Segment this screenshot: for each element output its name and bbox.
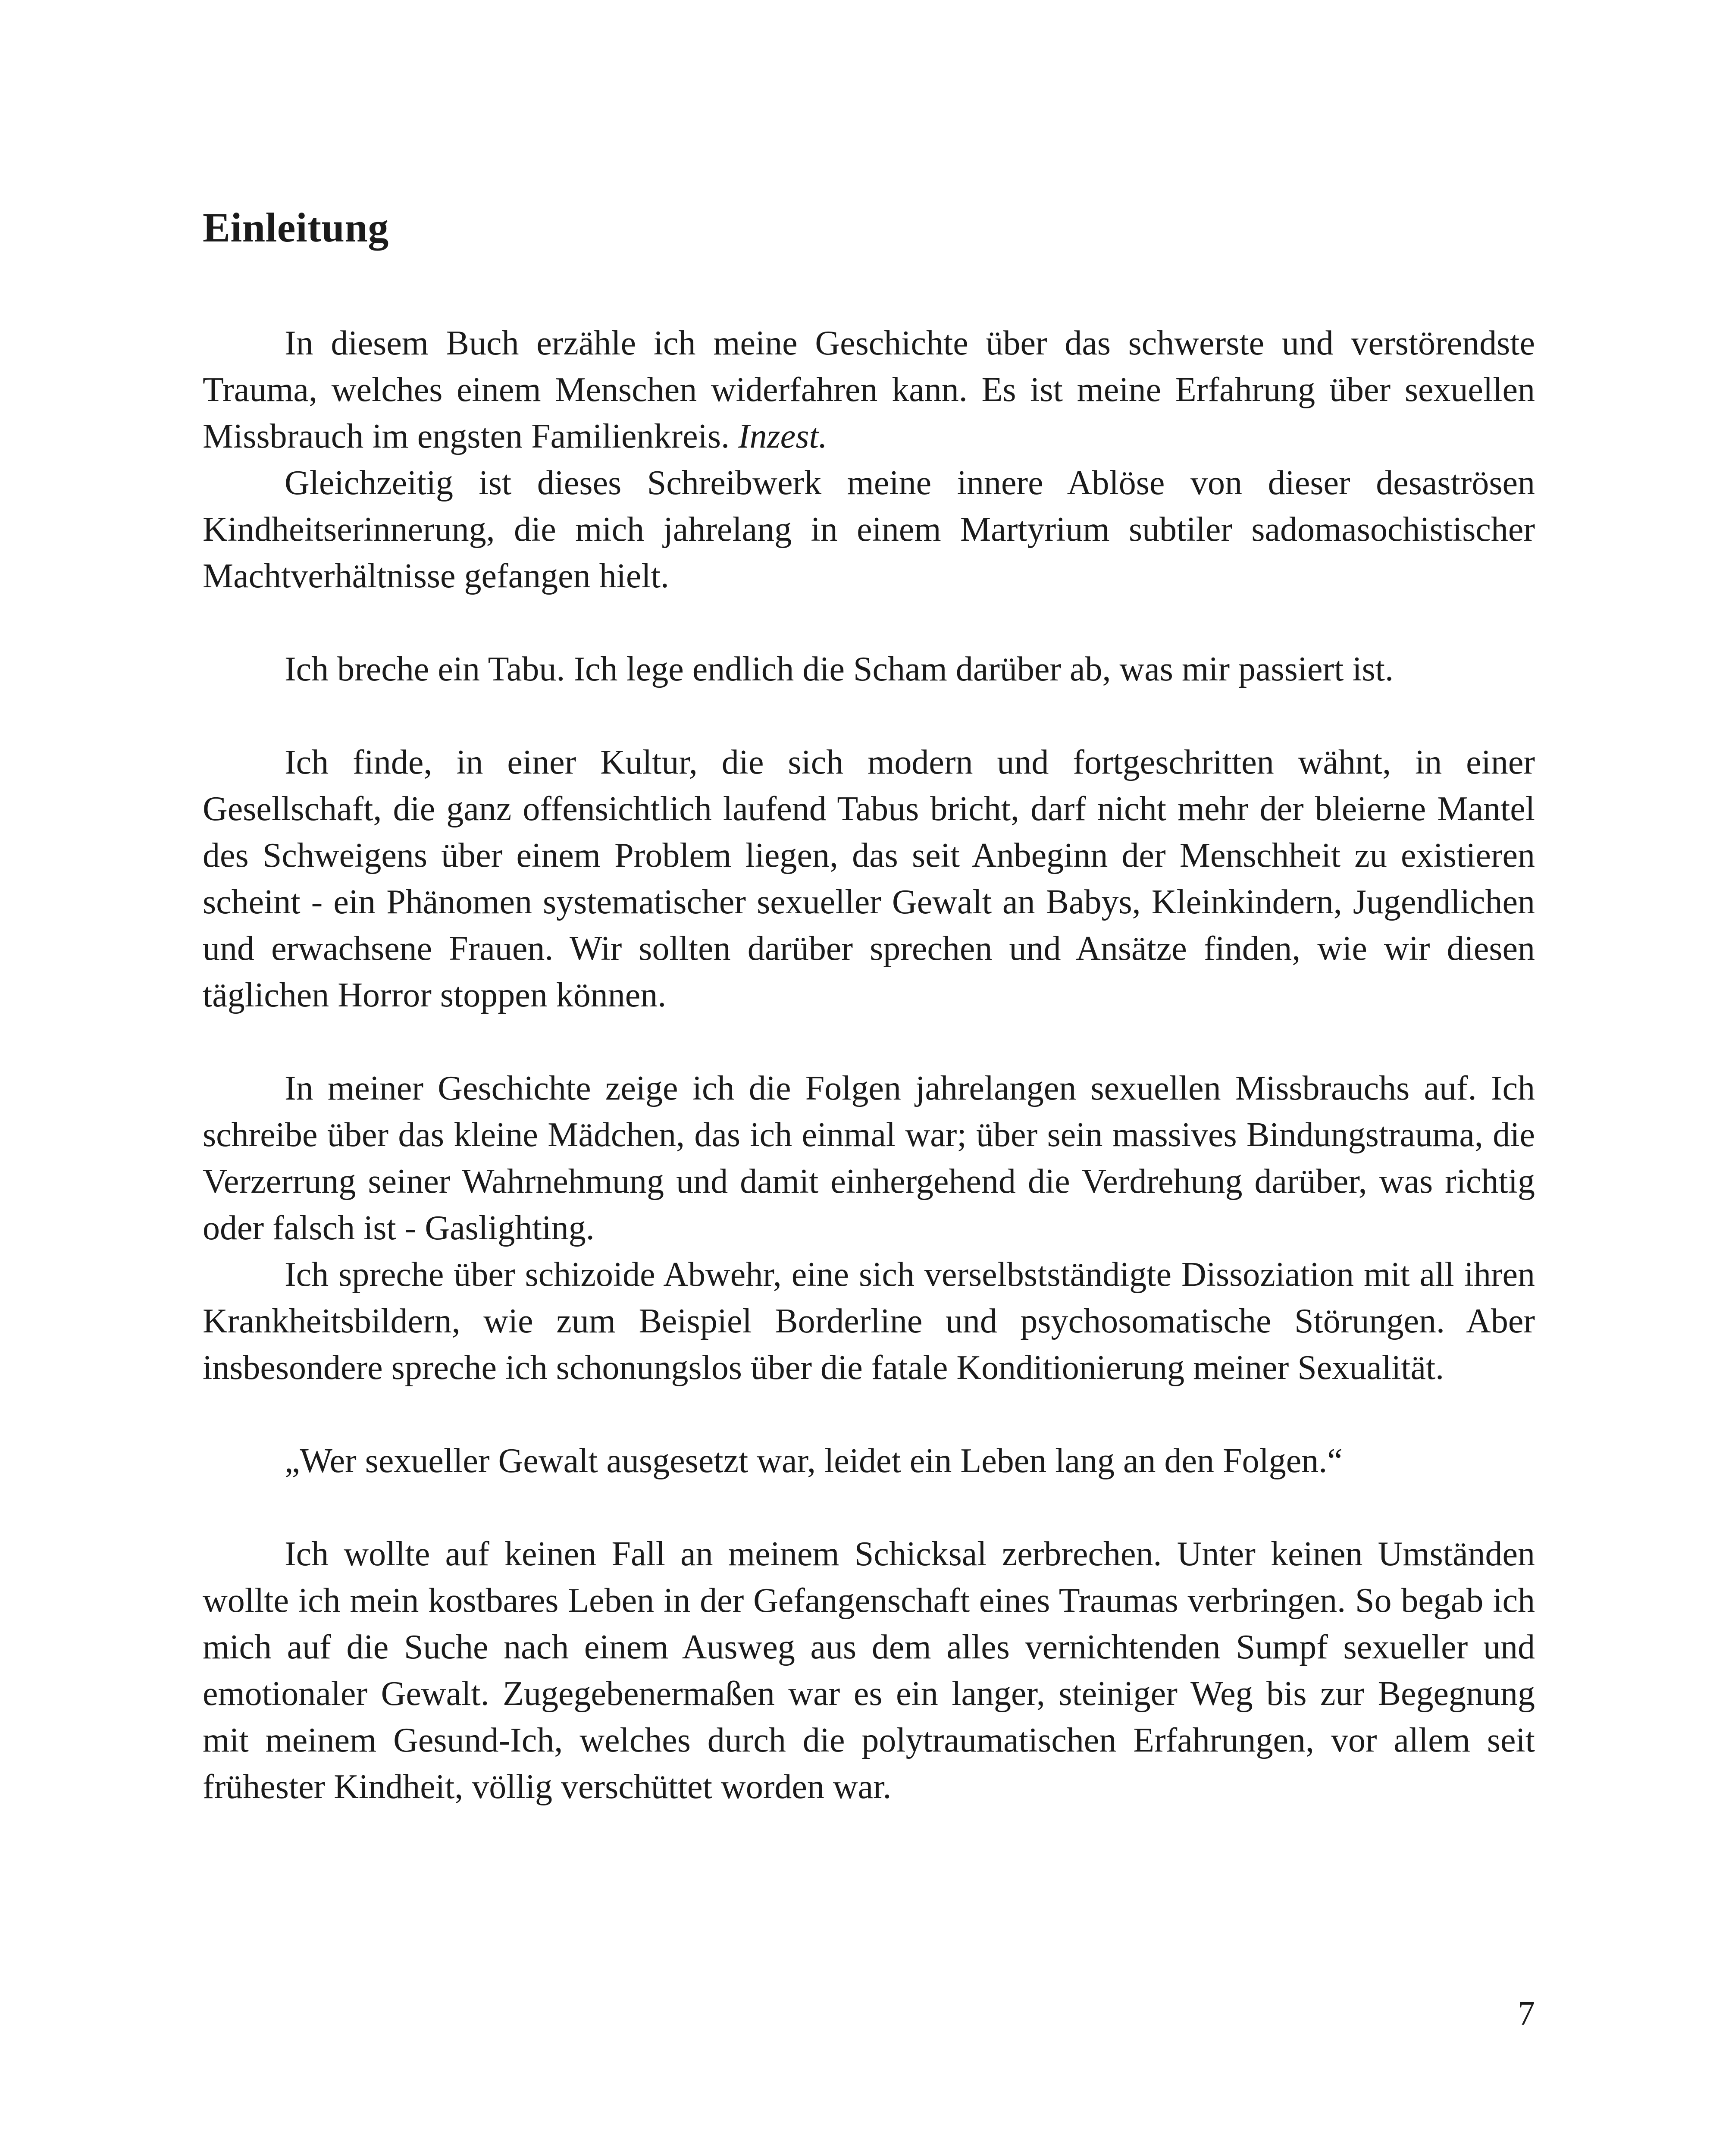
- paragraph-6: Ich spreche über schizoide Abwehr, eine sich verselbstständigte Dissoziation mit all ihren Krankheitsbildern, wie zum Beispiel Borderline und psychosomatische Störungen. Aber insbesondere spreche ich schonungslos über die fatale Konditionierung meiner Sexualität.: [203, 1256, 1535, 1387]
- paragraph-4: Ich finde, in einer Kultur, die sich modern und fortgeschritten wähnt, in einer Gesellschaft, die ganz offensichtlich laufend Tabus bricht, darf nicht mehr der bleierne Mantel des Schweigens über einem Problem liegen, das seit Anbeginn der Menschheit zu existieren scheint - ein Phänomen systematischer sexueller Gewalt an Babys, Kleinkindern, Jugendlichen und erwachsene Frauen. Wir sollten darüber sprechen und Ansätze finden, wie wir diesen täglichen Horror stoppen können.: [203, 743, 1535, 1014]
- paragraph-1-italic: Inzest.: [738, 417, 827, 455]
- paragraph-8: Ich wollte auf keinen Fall an meinem Schicksal zerbrechen. Unter keinen Umständen wollte ich mein kostbares Leben in der Gefangenschaft eines Traumas verbringen. So begab ich mich auf die Suche nach einem Ausweg aus dem alles vernichtenden Sumpf sexueller und emotionaler Gewalt. Zugegebenermaßen war es ein langer, steiniger Weg bis zur Begegnung mit meinem Gesund-Ich, welches durch die polytraumatischen Erfahrungen, vor allem seit frühester Kindheit, völlig verschüttet worden war.: [203, 1535, 1535, 1806]
- chapter-body: [203, 320, 1535, 1810]
- page-number: 7: [1518, 1995, 1535, 2033]
- paragraph-3: Ich breche ein Tabu. Ich lege endlich die Scham darüber ab, was mir passiert ist.: [285, 650, 1394, 688]
- paragraph-5: In meiner Geschichte zeige ich die Folgen jahrelangen sexuellen Missbrauchs auf. Ich schreibe über das kleine Mädchen, das ich einmal war; über sein massives Bindungstrauma, die Verzerrung seiner Wahrnehmung und damit einhergehend die Verdrehung darüber, was richtig oder falsch ist - Gaslighting.: [203, 1069, 1535, 1247]
- paragraph-1-text: In diesem Buch erzähle ich meine Geschichte über das schwerste und verstörendste Trauma, welches einem Menschen widerfahren kann. Es ist meine Erfahrung über sexuellen Missbrauch im engsten Familienkreis.: [203, 324, 1535, 455]
- paragraph-1: [203, 320, 1535, 460]
- chapter-heading: Einleitung: [203, 204, 389, 251]
- quote-paragraph: „Wer sexueller Gewalt ausgesetzt war, leidet ein Leben lang an den Folgen.“: [285, 1442, 1343, 1480]
- paragraph-2: Gleichzeitig ist dieses Schreibwerk meine innere Ablöse von dieser desaströsen Kindheitserinnerung, die mich jahrelang in einem Martyrium subtiler sadomasochistischer Machtverhältnisse gefangen hielt.: [203, 464, 1535, 595]
